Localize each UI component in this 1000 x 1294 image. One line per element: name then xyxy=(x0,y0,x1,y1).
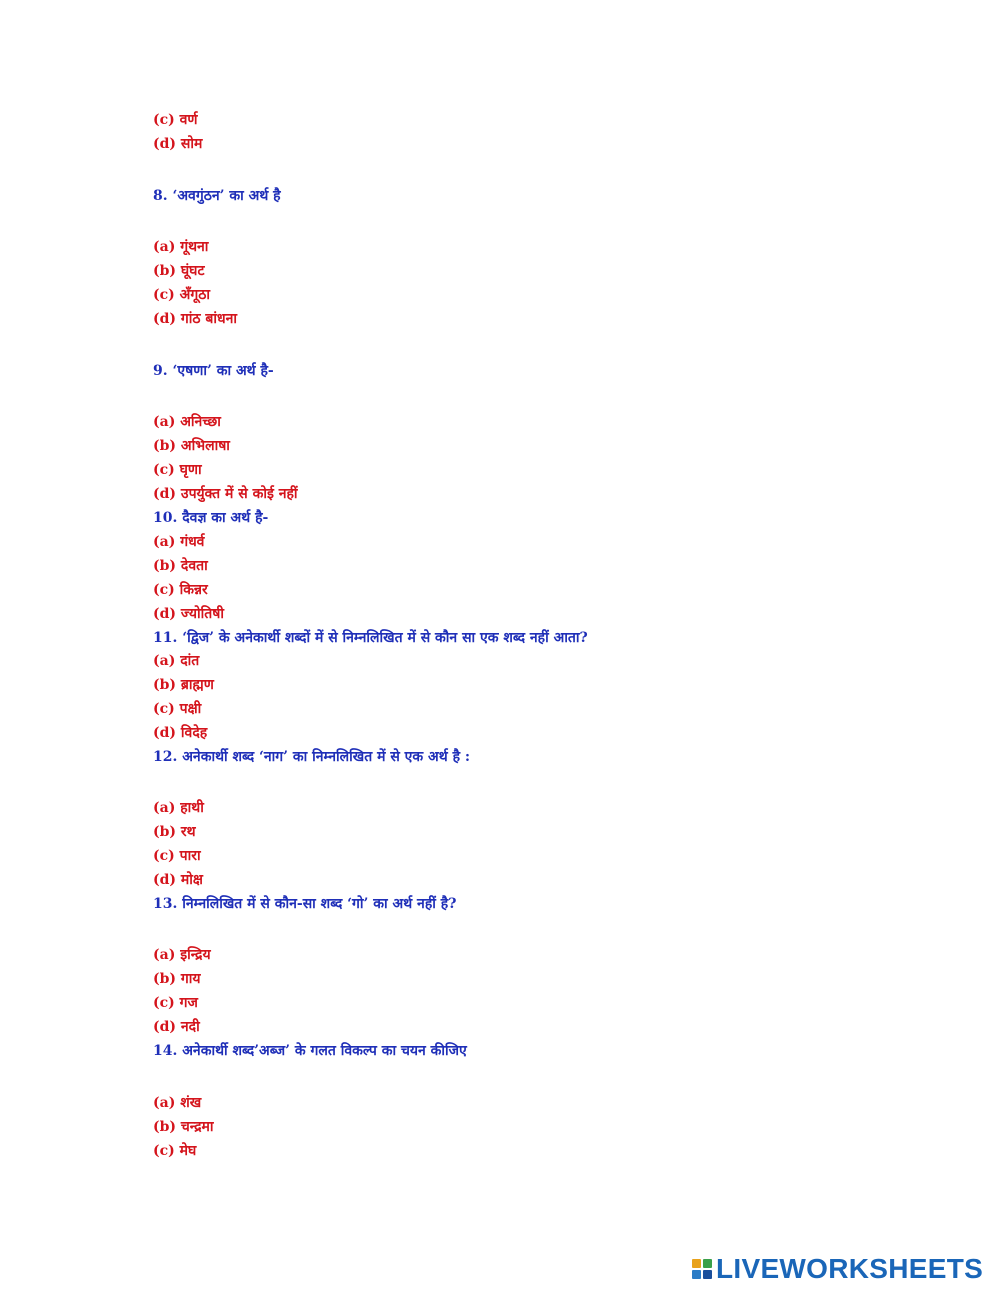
option-line: (c) गज xyxy=(153,995,198,1011)
question-line: 13. निम्नलिखित में से कौन-सा शब्द ‘गो’ का अर्थ नहीं है? xyxy=(153,896,457,912)
option-line: (b) घूंघट xyxy=(153,263,205,279)
option-line: (d) गांठ बांधना xyxy=(153,311,238,327)
question-line: 10. दैवज्ञ का अर्थ है- xyxy=(153,510,269,526)
logo-tile xyxy=(692,1259,701,1268)
option-line: (d) सोम xyxy=(153,136,203,152)
logo-tile xyxy=(703,1270,712,1279)
option-line: (a) इन्द्रिय xyxy=(153,947,211,963)
question-line: 12. अनेकार्थी शब्द ‘नाग’ का निम्नलिखित में से एक अर्थ है : xyxy=(153,749,471,765)
option-line: (a) दांत xyxy=(153,653,200,669)
option-line: (d) मोक्ष xyxy=(153,872,203,888)
question-line: 9. ‘एषणा’ का अर्थ है- xyxy=(153,363,274,379)
option-line: (c) किन्नर xyxy=(153,582,208,598)
logo-text: LIVEWORKSHEETS xyxy=(716,1253,984,1284)
logo-tiles-icon xyxy=(692,1259,712,1279)
option-line: (d) विदेह xyxy=(153,725,208,741)
option-line: (b) अभिलाषा xyxy=(153,438,230,454)
option-line: (b) गाय xyxy=(153,971,201,987)
option-line: (c) पक्षी xyxy=(153,701,202,717)
option-line: (c) मेघ xyxy=(153,1143,197,1159)
question-line: 14. अनेकार्थी शब्द’अब्ज’ के गलत विकल्प का चयन कीजिए xyxy=(153,1043,467,1059)
option-line: (b) देवता xyxy=(153,558,208,574)
liveworksheets-logo[interactable] xyxy=(692,1253,983,1285)
option-line: (d) नदी xyxy=(153,1019,200,1035)
question-line: 8. ‘अवगुंठन’ का अर्थ है xyxy=(153,188,281,204)
option-line: (a) गूंथना xyxy=(153,239,209,255)
option-line: (a) अनिच्छा xyxy=(153,414,221,430)
option-line: (c) वर्ण xyxy=(153,112,198,128)
option-line: (b) रथ xyxy=(153,824,196,840)
logo-tile xyxy=(692,1270,701,1279)
option-line: (a) हाथी xyxy=(153,800,204,816)
option-line: (c) घृणा xyxy=(153,462,202,478)
option-line: (a) गंधर्व xyxy=(153,534,205,550)
option-line: (d) उपर्युक्त में से कोई नहीं xyxy=(153,486,298,502)
option-line: (c) पारा xyxy=(153,848,201,864)
logo-tile xyxy=(703,1259,712,1268)
option-line: (a) शंख xyxy=(153,1095,202,1111)
option-line: (c) अँगूठा xyxy=(153,287,210,303)
option-line: (d) ज्योतिषी xyxy=(153,606,224,622)
option-line: (b) चन्द्रमा xyxy=(153,1119,214,1135)
question-line: 11. ‘द्विज’ के अनेकार्थी शब्दों में से निम्नलिखित में से कौन सा एक शब्द नहीं आता? xyxy=(153,630,588,646)
option-line: (b) ब्राह्मण xyxy=(153,677,214,693)
